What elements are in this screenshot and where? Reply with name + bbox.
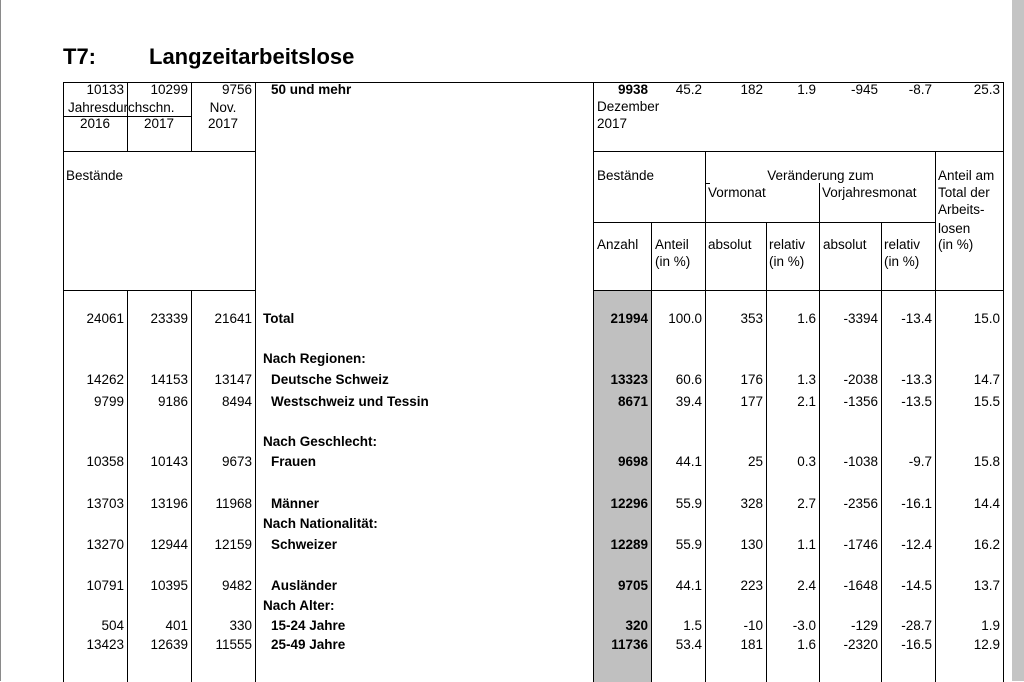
cell-2016: 13270	[86, 537, 124, 552]
cell-vm-relativ: 1.9	[797, 82, 816, 97]
section-heading: Nach Geschlecht:	[263, 434, 378, 449]
cell-vj-absolut: -2356	[843, 496, 878, 511]
cell-2017: 12639	[150, 637, 188, 652]
cell-2016: 10133	[86, 82, 124, 97]
row-label: Westschweiz und Tessin	[271, 394, 429, 409]
cell-2016: 10358	[86, 454, 124, 469]
col-divider-2017-body	[191, 290, 192, 682]
cell-2016: 504	[101, 618, 124, 633]
cell-vm-absolut: 182	[740, 82, 763, 97]
cell-anzahl: 12296	[610, 496, 648, 511]
cell-vj-relativ: -9.7	[908, 454, 932, 469]
header-anteil-unit: (in %)	[655, 254, 691, 269]
cell-vj-relativ: -16.1	[901, 496, 932, 511]
header-anteil-am-3: Arbeits-	[938, 202, 985, 217]
vormonat-tick	[706, 183, 710, 184]
cell-nov-2017: 330	[229, 618, 252, 633]
cell-vm-relativ: 0.3	[797, 454, 816, 469]
header-bottom-rule-left	[63, 290, 255, 291]
cell-anteil: 53.4	[675, 637, 702, 652]
cell-vj-relativ: -13.5	[901, 394, 932, 409]
cell-nov-2017: 8494	[221, 394, 252, 409]
cell-vm-relativ: 2.1	[797, 394, 816, 409]
header-vj-absolut: absolut	[823, 237, 867, 252]
cell-anzahl: 320	[625, 618, 648, 633]
col-divider-anteil	[705, 151, 706, 682]
cell-2016: 10791	[86, 578, 124, 593]
header-rule-right	[593, 151, 1004, 152]
col-divider-vj-abs	[881, 222, 882, 682]
cell-vj-absolut: -2320	[843, 637, 878, 652]
col-divider-nov	[255, 82, 256, 682]
cell-2016: 13703	[86, 496, 124, 511]
cell-anzahl: 13323	[610, 372, 648, 387]
cell-2017: 23339	[150, 311, 188, 326]
cell-nov-2017: 9482	[221, 578, 252, 593]
cell-vj-absolut: -1038	[843, 454, 878, 469]
header-jahresdurchschn: Jahresdurchschn.	[68, 100, 175, 115]
header-vm-relativ: relativ	[769, 237, 806, 252]
header-dezember: Dezember	[597, 99, 660, 114]
cell-vm-relativ: 1.3	[797, 372, 816, 387]
section-heading: Nach Regionen:	[263, 351, 366, 366]
section-heading: Nach Nationalität:	[263, 516, 378, 531]
cell-vj-relativ: -12.4	[901, 537, 932, 552]
col-divider-vm-rel	[819, 183, 820, 682]
cell-vm-absolut: 25	[747, 454, 763, 469]
cell-2016: 24061	[86, 311, 124, 326]
cell-anteil-total: 14.7	[973, 372, 1000, 387]
page-title: Langzeitarbeitslose	[149, 44, 355, 69]
cell-anteil-total: 14.4	[973, 496, 1000, 511]
cell-vj-absolut: -129	[850, 618, 878, 633]
header-rule-left	[63, 151, 255, 152]
cell-2017: 12944	[150, 537, 188, 552]
cell-anzahl: 21994	[610, 311, 648, 326]
cell-anteil-total: 25.3	[973, 82, 1000, 97]
cell-nov-2017: 12159	[214, 537, 252, 552]
col-divider-vj-rel	[935, 151, 936, 682]
table-left-border	[63, 82, 64, 682]
cell-anzahl: 9938	[617, 82, 648, 97]
header-nov: Nov.	[209, 100, 237, 115]
cell-vj-relativ: -28.7	[901, 618, 932, 633]
header-vj-relativ-unit: (in %)	[884, 254, 920, 269]
header-anzahl: Anzahl	[597, 237, 639, 252]
cell-vm-absolut: 223	[740, 578, 763, 593]
table-right-border	[1003, 82, 1004, 682]
col-divider-vm-abs	[766, 222, 767, 682]
cell-anteil: 55.9	[675, 537, 702, 552]
header-subrule	[593, 222, 935, 223]
cell-vj-absolut: -1648	[843, 578, 878, 593]
cell-vm-absolut: 130	[740, 537, 763, 552]
cell-anzahl: 9698	[617, 454, 648, 469]
cell-nov-2017: 21641	[214, 311, 252, 326]
cell-vm-absolut: 177	[740, 394, 763, 409]
header-vj-relativ: relativ	[884, 237, 921, 252]
cell-anzahl: 9705	[617, 578, 648, 593]
cell-anteil-total: 15.8	[973, 454, 1000, 469]
cell-2017: 10395	[150, 578, 188, 593]
cell-anzahl: 12289	[610, 537, 648, 552]
cell-anteil-total: 16.2	[973, 537, 1000, 552]
cell-anteil-total: 1.9	[981, 618, 1000, 633]
header-vorjahresmonat: Vorjahresmonat	[822, 185, 917, 200]
header-anteil-am-5: (in %)	[938, 237, 974, 252]
header-bottom-rule-right	[593, 290, 1004, 291]
header-bestaende-left: Bestände	[66, 168, 124, 183]
cell-anteil: 44.1	[675, 578, 702, 593]
col-divider-anzahl	[651, 222, 652, 682]
header-vm-absolut: absolut	[708, 237, 752, 252]
row-label: Deutsche Schweiz	[271, 372, 389, 387]
cell-nov-2017: 11555	[215, 637, 252, 652]
header-nov-year: 2017	[207, 116, 239, 131]
page-left-edge	[0, 0, 1, 681]
cell-vm-relativ: 1.6	[797, 311, 816, 326]
cell-vm-relativ: 2.7	[797, 496, 816, 511]
row-label: Total	[263, 311, 295, 326]
cell-nov-2017: 9673	[221, 454, 252, 469]
cell-vm-relativ: -3.0	[792, 618, 816, 633]
row-label: Frauen	[271, 454, 317, 469]
cell-2017: 10299	[150, 82, 188, 97]
cell-2016: 14262	[86, 372, 124, 387]
cell-anteil-total: 15.0	[973, 311, 1000, 326]
header-anteil-am-4: losen	[938, 221, 971, 236]
header-vormonat: Vormonat	[708, 185, 766, 200]
cell-vm-relativ: 2.4	[797, 578, 816, 593]
scrollbar-track[interactable]	[1012, 0, 1024, 681]
header-anteil-am-2: Total der	[938, 185, 990, 200]
header-vm-relativ-unit: (in %)	[769, 254, 805, 269]
header-veraenderung-zum: Veränderung zum	[767, 168, 874, 183]
cell-anteil: 60.6	[675, 372, 702, 387]
cell-vm-relativ: 1.6	[797, 637, 816, 652]
cell-vm-absolut: -10	[743, 618, 763, 633]
cell-2017: 14153	[150, 372, 188, 387]
cell-nov-2017: 9756	[221, 82, 252, 97]
cell-anteil: 1.5	[683, 618, 702, 633]
cell-nov-2017: 11968	[215, 496, 252, 511]
cell-vm-absolut: 181	[740, 637, 763, 652]
cell-2017: 9186	[157, 394, 188, 409]
section-heading: Nach Alter:	[263, 598, 335, 613]
cell-vm-relativ: 1.1	[797, 537, 816, 552]
cell-vm-absolut: 176	[740, 372, 763, 387]
cell-2016: 9799	[93, 394, 124, 409]
cell-anteil-total: 15.5	[973, 394, 1000, 409]
cell-anteil: 45.2	[675, 82, 702, 97]
header-anteil-am-1: Anteil am	[938, 168, 995, 183]
cell-vj-absolut: -1356	[843, 394, 878, 409]
row-label: Schweizer	[271, 537, 338, 552]
cell-vj-relativ: -13.3	[901, 372, 932, 387]
cell-2017: 401	[165, 618, 188, 633]
col-divider-2016-body	[127, 290, 128, 682]
row-label: 50 und mehr	[271, 82, 352, 97]
row-label: 15-24 Jahre	[271, 618, 346, 633]
cell-vj-relativ: -8.7	[908, 82, 932, 97]
cell-vj-relativ: -14.5	[901, 578, 932, 593]
cell-anteil: 44.1	[675, 454, 702, 469]
cell-2016: 13423	[86, 637, 124, 652]
cell-anzahl: 11736	[611, 637, 648, 652]
cell-vj-absolut: -3394	[843, 311, 878, 326]
cell-anteil: 100.0	[668, 311, 702, 326]
header-dezember-year: 2017	[597, 116, 628, 131]
cell-anteil-total: 13.7	[973, 578, 1000, 593]
header-year-2016: 2016	[79, 116, 111, 131]
cell-vj-absolut: -2038	[843, 372, 878, 387]
cell-vj-relativ: -13.4	[901, 311, 932, 326]
header-anteil: Anteil	[655, 237, 689, 252]
cell-anteil: 39.4	[675, 394, 702, 409]
cell-vm-absolut: 353	[740, 311, 763, 326]
header-bestaende-right: Bestände	[597, 168, 655, 183]
cell-vm-absolut: 328	[740, 496, 763, 511]
cell-2017: 13196	[150, 496, 188, 511]
cell-nov-2017: 13147	[214, 372, 252, 387]
header-year-2017: 2017	[143, 116, 175, 131]
cell-vj-relativ: -16.5	[901, 637, 932, 652]
cell-anteil: 55.9	[675, 496, 702, 511]
cell-vj-absolut: -1746	[843, 537, 878, 552]
data-table	[63, 82, 1004, 682]
table-code: T7:	[63, 44, 96, 69]
cell-2017: 10143	[150, 454, 188, 469]
row-label: Ausländer	[271, 578, 338, 593]
row-label: Männer	[271, 496, 320, 511]
cell-anzahl: 8671	[617, 394, 648, 409]
cell-vj-absolut: -945	[850, 82, 878, 97]
cell-anteil-total: 12.9	[973, 637, 1000, 652]
row-label: 25-49 Jahre	[271, 637, 346, 652]
